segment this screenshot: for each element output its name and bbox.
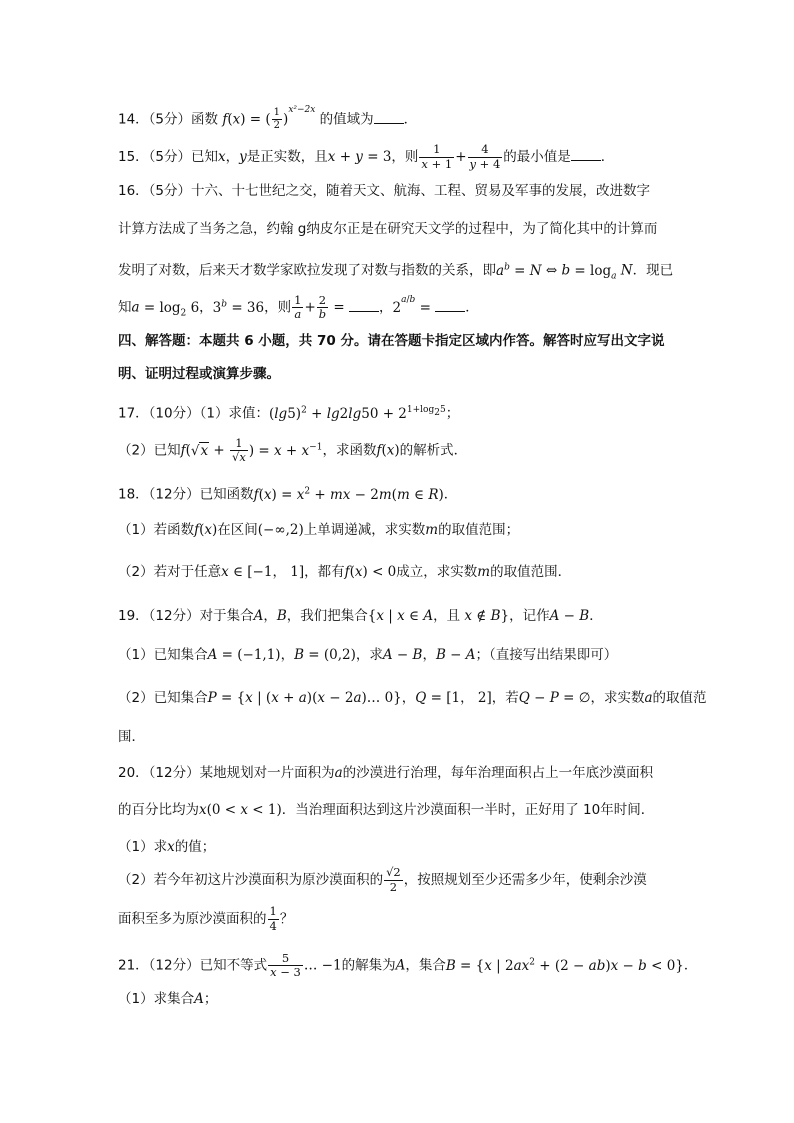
question-18: 18．（12分）已知函数$f(x) = x^2$ + mx − 2m(m ∈ R)． (118, 486, 458, 503)
question-15: 15．（5分）已知x，y是正实数，且x + y = 3，则 $\frac{1}{x + 1}$ + $\frac{4}{y + 4}$ 的最小值是 ． (118, 142, 615, 171)
question-19-part-2: （2）已知集合P = {x | (x + a)(x − 2a)… 0}，Q = [1， 2]，若Q − P = ∅，求实数a的取值范 (118, 690, 707, 706)
question-20-part-2-cont: 面积至多为原沙漠面积的 $\frac{1}{4}$ ？ (118, 904, 294, 933)
question-16-line-2: 计算方法成了当务之急，约翰 g纳皮尔正是在研究天文学的过程中，为了简化其中的计算而 (118, 221, 658, 237)
question-20-line-2: 的百分比均为x(0 < x < 1)．当治理面积达到这片沙漠面积一半时，正好用了 10年时间． (118, 802, 655, 818)
question-20-part-1: （1）求x的值； (118, 839, 216, 855)
question-18-part-2: （2）若对于任意x ∈ [−1， 1]，都有f(x) < 0成立，求实数m的取值范围． (118, 564, 572, 580)
answer-blank (571, 148, 601, 161)
question-21: 21．（12分）已知不等式 $\frac{5}{x - 3}$ … −1的解集为A，集合B = {x | $2ax^2 + (2 - ab)x - b < 0$}． (118, 950, 698, 979)
question-19: 19．（12分）对于集合A，B，我们把集合{x | x ∈ A，且 x ∉ B}，记作A − B． (118, 608, 603, 624)
question-14: 14．（5分）函数 f(x) = ( $\frac{1}{2}$ )$^{x^2-2x}$ 的值域为 ． (118, 105, 418, 131)
question-20-part-2: （2）若今年初这片沙漠面积为原沙漠面积的 $\frac{√2}{2}$ ，按照规划至少还需多少年，使剩余沙漠 (118, 865, 647, 894)
question-16-line-3: 发明了对数，后来天才数学家欧拉发现了对数与指数的关系，即$a^b = N$ ⇔ $b = \log_a N$．现已 (118, 262, 674, 282)
section-4-heading-cont: 明、证明过程或演算步骤。 (118, 366, 280, 382)
question-19-part-2-cont: 围． (118, 729, 145, 745)
question-19-part-1: （1）已知集合A = (−1,1)，B = (0,2)，求A − B，B − A；（直接写出结果即可） (118, 647, 618, 663)
question-18-part-1: （1）若函数f(x)在区间(−∞,2)上单调递减，求实数m的取值范围； (118, 522, 520, 538)
question-17-part-2: （2）已知f(√x + $\frac{1}{√x}$ ) = $x + x^{-1}$，求函数f(x)的解析式． (118, 435, 468, 464)
section-4-heading: 四、解答题：本题共 6 小题，共 70 分。请在答题卡指定区域内作答。解答时应写出文字说 (118, 333, 665, 349)
fraction-4-y4: $\frac{4}{y + 4}$ (469, 142, 501, 171)
fraction-1-2: $\frac{1}{2}$ (273, 107, 281, 131)
answer-blank (349, 299, 379, 312)
question-17-part-1: 17．（10分）（1）求值：$(\lg 5)^2 + \lg 2\lg 50 + 2^{1+log_25}$； (118, 405, 460, 422)
question-20: 20．（12分）某地规划对一片面积为a的沙漠进行治理，每年治理面积占上一年底沙漠面积 (118, 765, 654, 781)
answer-blank (435, 299, 465, 312)
question-16-line-4: 知$a = \log_2 6$，$3^b = 36$，则 $\frac{1}{a}$ + $\frac{2}{b}$ = ，$2^{a/b}$ = ． (118, 292, 479, 321)
question-16-line-1: 16．（5分）十六、十七世纪之交，随着天文、航海、工程、贸易及军事的发展，改进数字 (118, 183, 651, 199)
answer-blank (374, 111, 404, 124)
question-21-part-1: （1）求集合A； (118, 991, 218, 1007)
fraction-1-x1: $\frac{1}{x + 1}$ (421, 142, 453, 171)
